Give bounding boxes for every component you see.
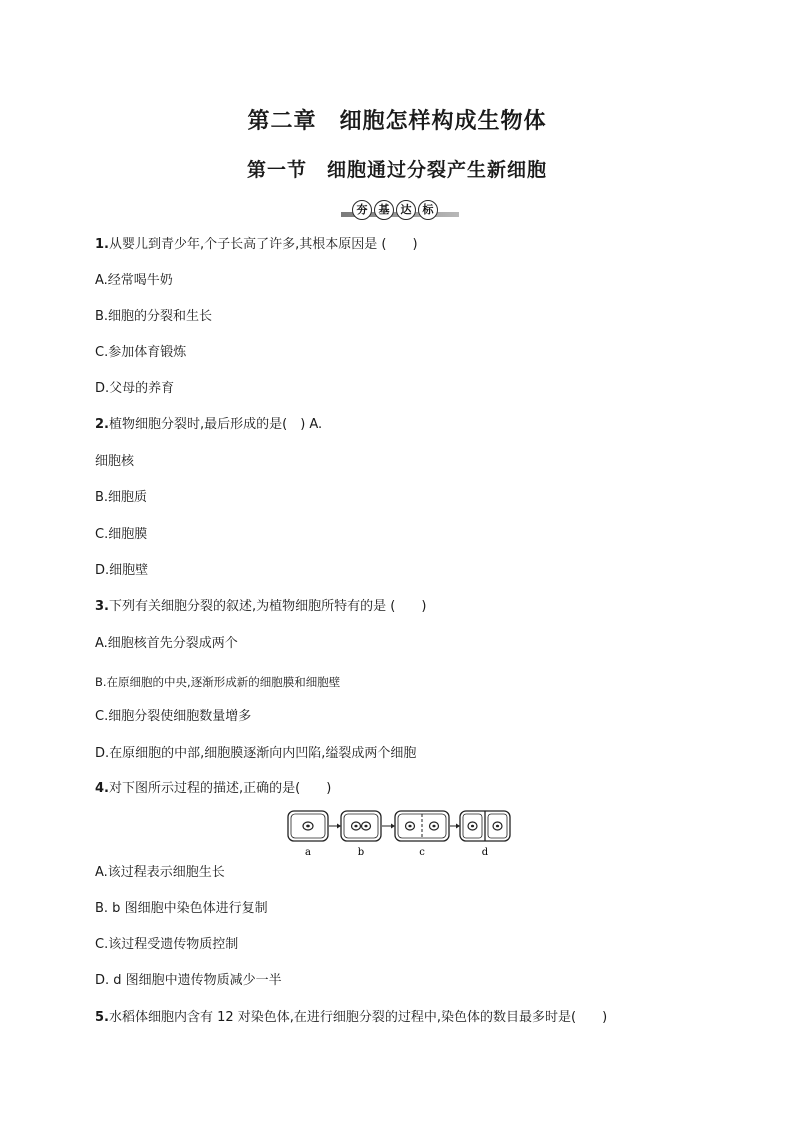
figure-label-c: c bbox=[419, 847, 425, 858]
badge-char: 达 bbox=[396, 200, 416, 220]
question-4-option-c: C.该过程受遗传物质控制 bbox=[95, 937, 239, 952]
question-text: 水稻体细胞内含有 12 对染色体,在进行细胞分裂的过程中,染色体的数目最多时是( ) bbox=[108, 1010, 608, 1025]
cell-b bbox=[341, 811, 381, 841]
question-1-option-b: B.细胞的分裂和生长 bbox=[95, 309, 213, 324]
question-3-option-b: B.在原细胞的中央,逐渐形成新的细胞膜和细胞壁 bbox=[95, 675, 341, 689]
question-1-option-a: A.经常喝牛奶 bbox=[95, 273, 173, 288]
section-title: 第一节 细胞通过分裂产生新细胞 bbox=[246, 159, 547, 181]
question-text: 对下图所示过程的描述,正确的是( ) bbox=[108, 781, 332, 796]
question-1-stem bbox=[95, 236, 418, 254]
arrow-icon bbox=[329, 824, 341, 829]
question-text: 下列有关细胞分裂的叙述,为植物细胞所特有的是 ( ) bbox=[108, 599, 427, 614]
cell-division-figure bbox=[286, 808, 512, 860]
question-number: 4. bbox=[95, 781, 109, 796]
question-3-stem bbox=[95, 598, 426, 616]
question-2-option-c: C.细胞膜 bbox=[95, 527, 148, 542]
cell-c bbox=[395, 811, 449, 841]
question-3-option-a: A.细胞核首先分裂成两个 bbox=[95, 636, 238, 651]
question-2-stem bbox=[95, 416, 322, 434]
badge-char: 夯 bbox=[352, 200, 372, 220]
question-text: 植物细胞分裂时,最后形成的是( ) A. bbox=[108, 417, 323, 432]
figure-label-d: d bbox=[481, 847, 489, 858]
question-2-option-a: 细胞核 bbox=[95, 454, 135, 469]
question-4-option-b: B. b 图细胞中染色体进行复制 bbox=[95, 901, 268, 916]
cell-a bbox=[288, 811, 328, 841]
question-4-option-d: D. d 图细胞中遗传物质减少一半 bbox=[95, 973, 282, 988]
section-badge bbox=[352, 200, 438, 220]
question-number: 5. bbox=[95, 1010, 109, 1025]
question-1-option-c: C.参加体育锻炼 bbox=[95, 345, 187, 360]
question-number: 3. bbox=[95, 599, 109, 614]
chapter-title: 第二章 细胞怎样构成生物体 bbox=[247, 109, 547, 134]
question-2-option-d: D.细胞壁 bbox=[95, 563, 149, 578]
arrow-icon bbox=[450, 824, 460, 829]
question-1-option-d: D.父母的养育 bbox=[95, 381, 175, 396]
arrow-icon bbox=[382, 824, 395, 829]
question-4-option-a: A.该过程表示细胞生长 bbox=[95, 865, 225, 880]
badge-char: 基 bbox=[374, 200, 394, 220]
question-4-stem bbox=[95, 780, 331, 798]
badge-char: 标 bbox=[418, 200, 438, 220]
cell-d bbox=[460, 811, 510, 841]
question-3-option-d: D.在原细胞的中部,细胞膜逐渐向内凹陷,缢裂成两个细胞 bbox=[95, 746, 417, 761]
question-number: 1. bbox=[95, 237, 109, 252]
question-text: 从婴儿到青少年,个子长高了许多,其根本原因是 ( ) bbox=[108, 237, 418, 252]
question-5-stem bbox=[95, 1009, 607, 1027]
question-number: 2. bbox=[95, 417, 109, 432]
question-2-option-b: B.细胞质 bbox=[95, 490, 148, 505]
question-3-option-c: C.细胞分裂使细胞数量增多 bbox=[95, 709, 252, 724]
figure-label-b: b bbox=[357, 847, 365, 858]
figure-label-a: a bbox=[305, 847, 311, 858]
